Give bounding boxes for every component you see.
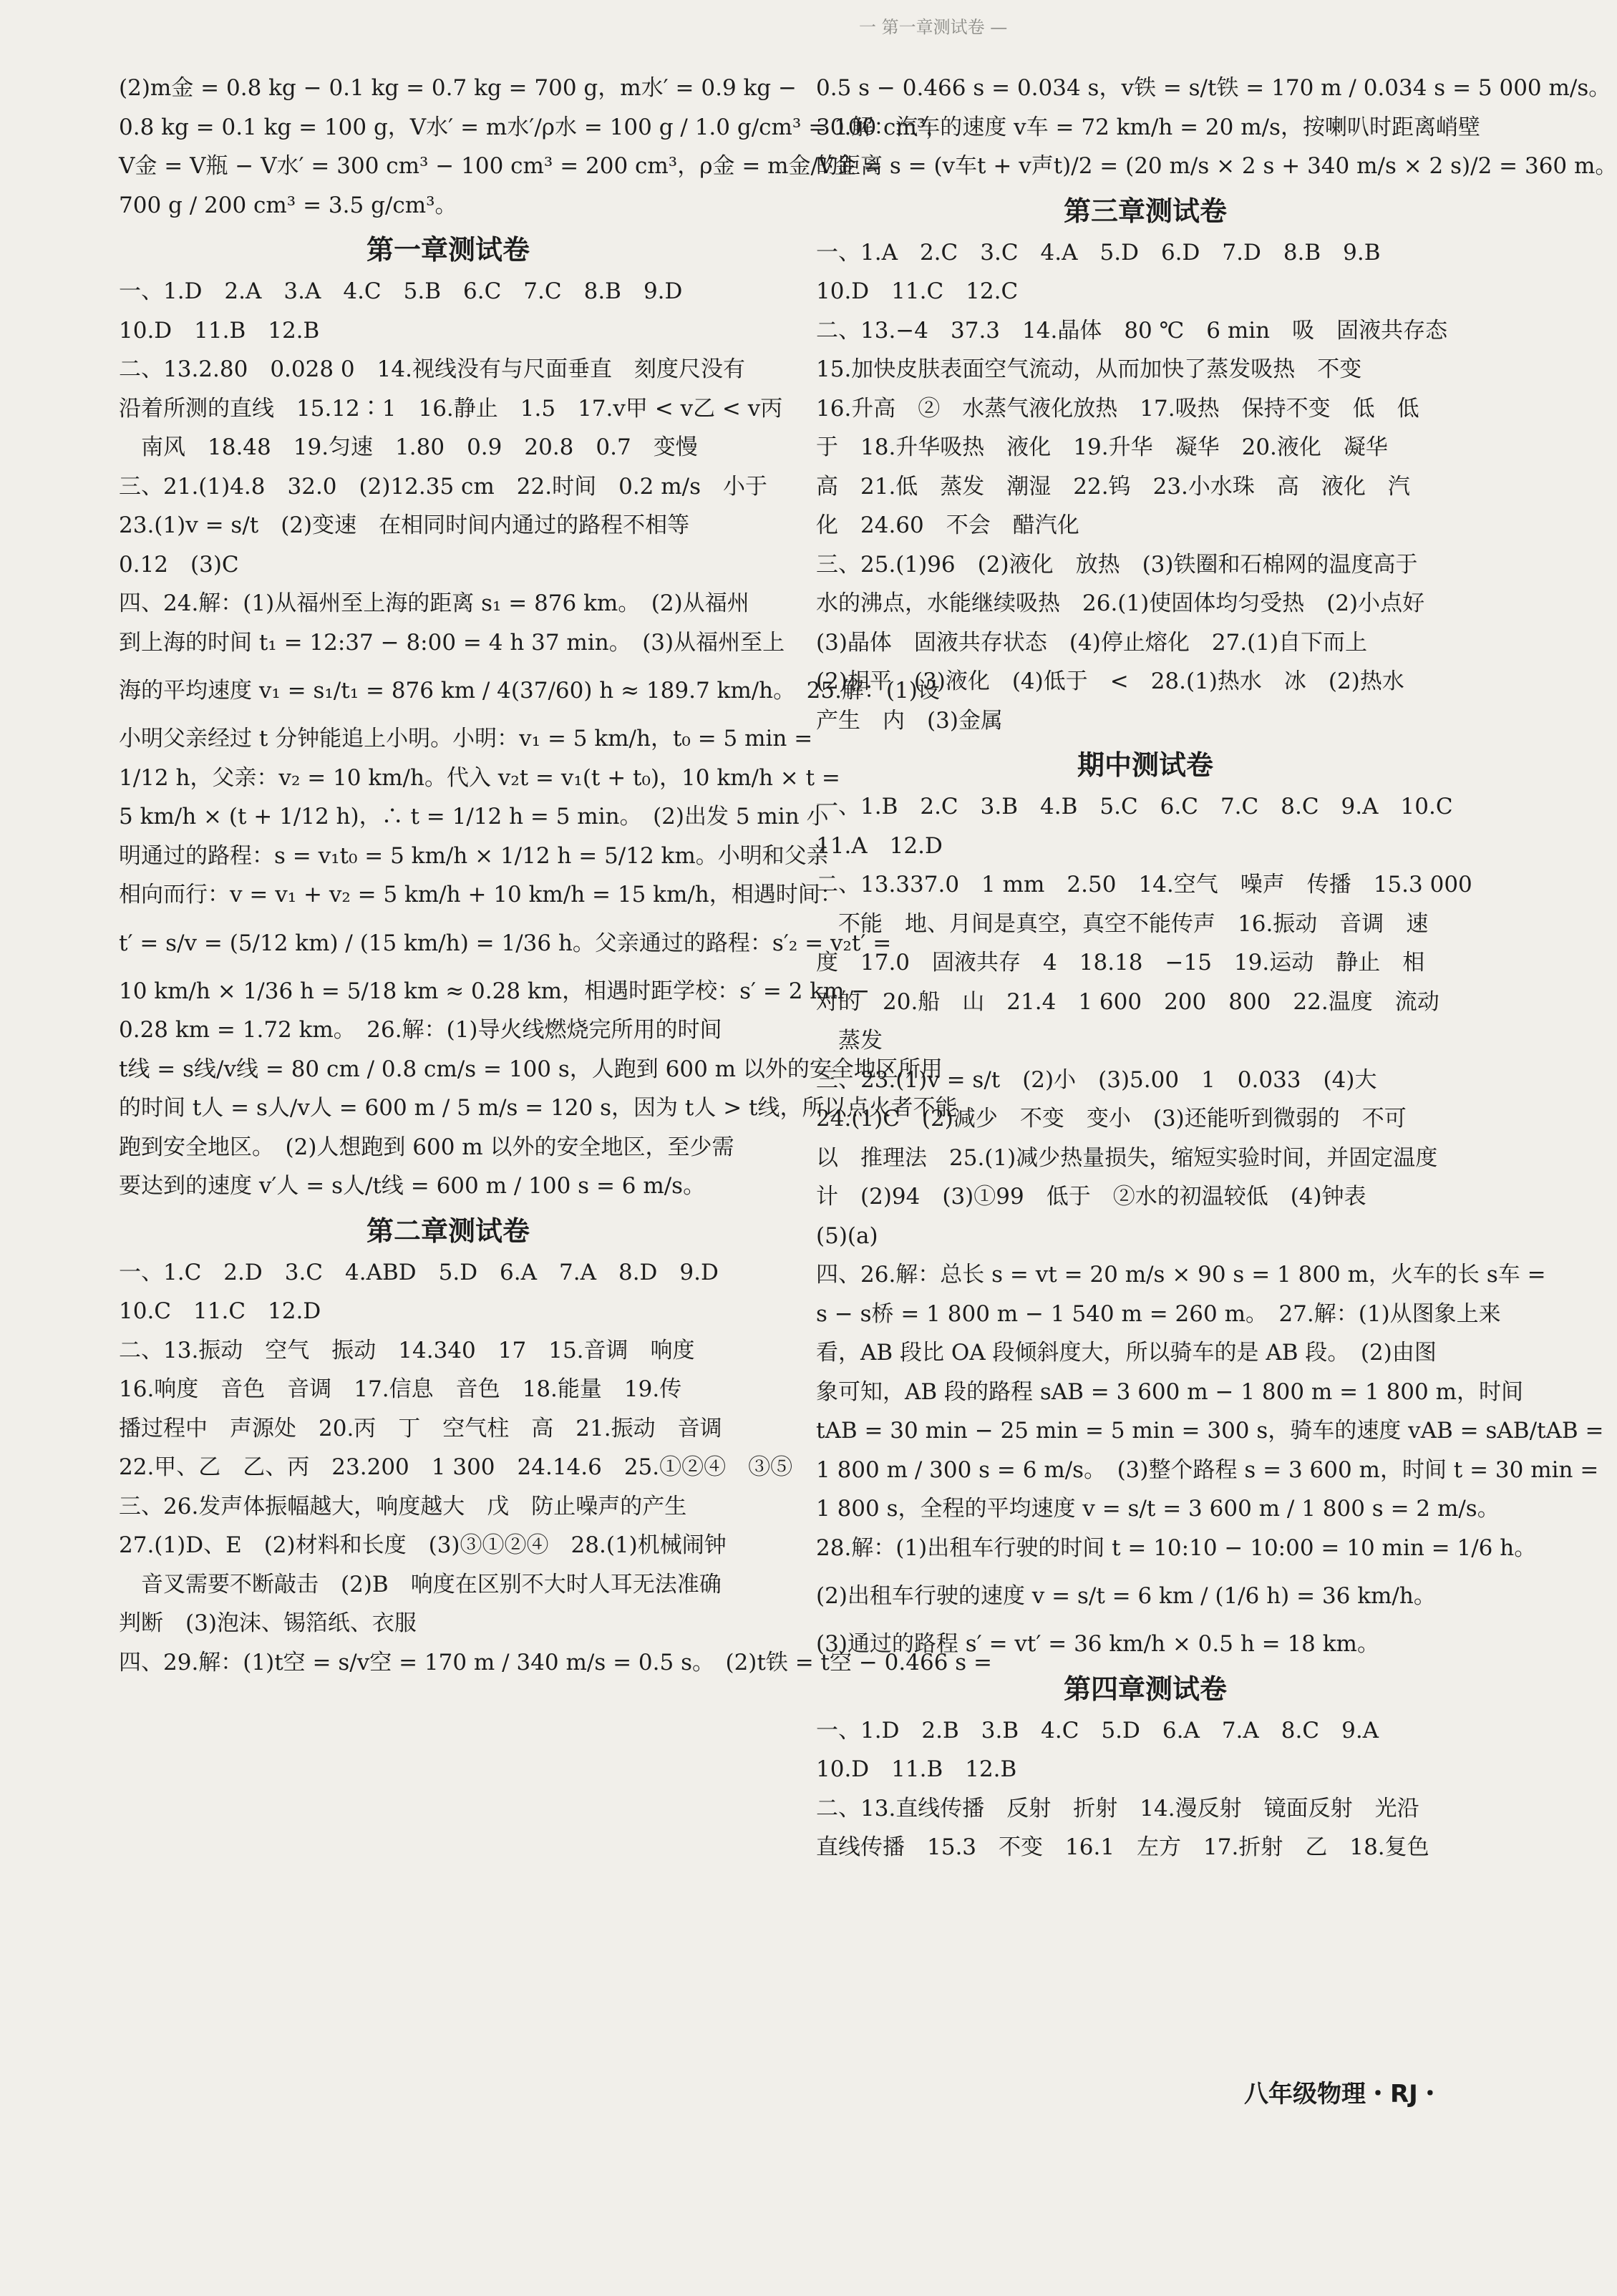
text-line: 二、13.2.80 0.028 0 14.视线没有与尺面垂直 刻度尺没有 (119, 356, 745, 382)
text-line: (2)相平 (3)液化 (4)低于 < 28.(1)热水 冰 (2)热水 (816, 668, 1404, 694)
text-line: (3)通过的路程 s′ = vt′ = 36 km/h × 0.5 h = 18 km。 (816, 1631, 1379, 1657)
text-line: 计 (2)94 (3)①99 低于 ②水的初温较低 (4)钟表 (816, 1184, 1366, 1210)
text-line: 10.D 11.C 12.C (816, 278, 1019, 304)
text-line: tAB = 30 min − 25 min = 5 min = 300 s，骑车的速度 vAB = sAB/tAB = (816, 1418, 1604, 1444)
text-line: 三、21.(1)4.8 32.0 (2)12.35 cm 22.时间 0.2 m/s 小于 (119, 473, 768, 500)
text-line: t线 = s线/v线 = 80 cm / 0.8 cm/s = 100 s，人跑到 600 m 以外的安全地区所用 (119, 1056, 943, 1082)
text-line: 0.12 (3)C (119, 551, 239, 578)
text-line: 产生 内 (3)金属 (816, 707, 1003, 734)
text-line: 度 17.0 固液共存 4 18.18 −15 19.运动 静止 相 (816, 950, 1425, 976)
text-line: 15.加快皮肤表面空气流动，从而加快了蒸发吸热 不变 (816, 356, 1362, 382)
text-line: 24.(1)C (2)减少 不变 变小 (3)还能听到微弱的 不可 (816, 1106, 1407, 1132)
page-header-mark: 一 第一章测试卷 — (859, 17, 1008, 37)
text-line: 象可知，AB 段的路程 sAB = 3 600 m − 1 800 m = 1 800 m，时间 (816, 1378, 1523, 1405)
text-line: 看，AB 段比 OA 段倾斜度大，所以骑车的是 AB 段。 (2)由图 (816, 1340, 1437, 1366)
section-title: 第三章测试卷 (1063, 195, 1227, 227)
text-line: s − s桥 = 1 800 m − 1 540 m = 260 m。 27.解：(1)从图象上来 (816, 1300, 1501, 1327)
text-line: 11.A 12.D (816, 832, 943, 859)
page-footer: 八年级物理・RJ・ (1244, 2080, 1442, 2108)
text-line: t′ = s/v = (5/12 km) / (15 km/h) = 1/36 h。父亲通过的路程：s′₂ = v₂t′ = (119, 930, 892, 956)
text-line: 三、25.(1)96 (2)液化 放热 (3)铁圈和石棉网的温度高于 (816, 551, 1418, 578)
text-line: 海的平均速度 v₁ = s₁/t₁ = 876 km / 4(37/60) h ≈ 189.7 km/h。 25.解：(1)设 (119, 678, 940, 704)
text-line: 沿着所测的直线 15.12∶1 16.静止 1.5 17.v甲 < v乙 < v丙 (119, 395, 783, 422)
text-line: 相向而行：v = v₁ + v₂ = 5 km/h + 10 km/h = 15 km/h，相遇时间： (119, 882, 843, 908)
text-line: 一、1.D 2.A 3.A 4.C 5.B 6.C 7.C 8.B 9.D (119, 278, 683, 304)
text-line: V金 = V瓶 − V水′ = 300 cm³ − 100 cm³ = 200 cm³，ρ金 = m金/V金 = (119, 153, 883, 179)
text-line: 10.D 11.B 12.B (119, 317, 320, 344)
text-line: 22.甲、乙 乙、丙 23.200 1 300 24.14.6 25.①②④ ③⑤ (119, 1454, 793, 1480)
text-line: 三、26.发声体振幅越大，响度越大 戊 防止噪声的产生 (119, 1493, 687, 1519)
text-line: 三、23.(1)v = s/t (2)小 (3)5.00 1 0.033 (4)大 (816, 1066, 1377, 1093)
text-line: 10.C 11.C 12.D (119, 1298, 321, 1324)
section-title: 期中测试卷 (1077, 749, 1213, 781)
text-line: 明通过的路程：s = v₁t₀ = 5 km/h × 1/12 h = 5/12 km。小明和父亲 (119, 842, 829, 869)
text-line: 判断 (3)泡沫、锡箔纸、衣服 (119, 1610, 417, 1636)
text-line: 四、29.解：(1)t空 = s/v空 = 170 m / 340 m/s = 0.5 s。 (2)t铁 = t空 − 0.466 s = (119, 1649, 993, 1675)
section-title: 第二章测试卷 (366, 1215, 530, 1247)
text-line: 于 18.升华吸热 液化 19.升华 凝华 20.液化 凝华 (816, 434, 1388, 460)
text-line: 二、13.337.0 1 mm 2.50 14.空气 噪声 传播 15.3 000 (816, 872, 1472, 898)
text-line: 到上海的时间 t₁ = 12:37 − 8:00 = 4 h 37 min。 (3)从福州至上 (119, 629, 785, 656)
text-line: 5 km/h × (t + 1/12 h)，∴ t = 1/12 h = 5 min。 (2)出发 5 min 小 (119, 804, 829, 830)
text-line: 播过程中 声源处 20.丙 丁 空气柱 高 21.振动 音调 (119, 1415, 722, 1441)
text-line: 一、1.D 2.B 3.B 4.C 5.D 6.A 7.A 8.C 9.A (816, 1717, 1379, 1743)
text-line: 对的 20.船 山 21.4 1 600 200 800 22.温度 流动 (816, 988, 1439, 1015)
text-line: 小明父亲经过 t 分钟能追上小明。小明：v₁ = 5 km/h，t₀ = 5 min = (119, 726, 813, 751)
text-line: 南风 18.48 19.匀速 1.80 0.9 20.8 0.7 变慢 (119, 434, 698, 460)
text-line: 四、24.解：(1)从福州至上海的距离 s₁ = 876 km。 (2)从福州 (119, 590, 749, 616)
text-line: (5)(a) (816, 1222, 878, 1249)
text-line: 的时间 t人 = s人/v人 = 600 m / 5 m/s = 120 s，因为 t人 > t线，所以点火者不能 (119, 1095, 958, 1121)
text-line: 化 24.60 不会 醋汽化 (816, 512, 1079, 538)
right-column (816, 69, 1617, 1867)
text-line: (2)出租车行驶的速度 v = s/t = 6 km / (1/6 h) = 36 km/h。 (816, 1583, 1436, 1609)
text-line: 27.(1)D、E (2)材料和长度 (3)③①②④ 28.(1)机械闹钟 (119, 1532, 727, 1558)
text-line: 0.5 s − 0.466 s = 0.034 s，v铁 = s/t铁 = 170 m / 0.034 s = 5 000 m/s。 (816, 75, 1611, 101)
text-line: 水的沸点，水能继续吸热 26.(1)使固体均匀受热 (2)小点好 (816, 590, 1425, 616)
text-line: 1 800 s，全程的平均速度 v = s/t = 3 600 m / 1 800 s = 2 m/s。 (816, 1496, 1500, 1522)
text-line: (3)晶体 固液共存状态 (4)停止熔化 27.(1)自下而上 (816, 629, 1368, 656)
text-line: 音叉需要不断敲击 (2)B 响度在区别不大时人耳无法准确 (119, 1571, 722, 1597)
text-line: (2)m金 = 0.8 kg − 0.1 kg = 0.7 kg = 700 g，m水′ = 0.9 kg − (119, 75, 797, 101)
text-line: 28.解：(1)出租车行驶的时间 t = 10:10 − 10:00 = 10 min = 1/6 h。 (816, 1534, 1537, 1561)
text-line: 二、13.−4 37.3 14.晶体 80 ℃ 6 min 吸 固液共存态 (816, 317, 1448, 344)
text-line: 直线传播 15.3 不变 16.1 左方 17.折射 乙 18.复色 (816, 1834, 1429, 1860)
text-line: 0.8 kg = 0.1 kg = 100 g，V水′ = m水′/ρ水 = 100 g / 1.0 g/cm³ = 100 cm³， (119, 114, 948, 140)
text-line: 10 km/h × 1/36 h = 5/18 km ≈ 0.28 km，相遇时距学校：s′ = 2 km − (119, 978, 870, 1004)
text-line: 二、13.直线传播 反射 折射 14.漫反射 镜面反射 光沿 (816, 1795, 1419, 1821)
text-line: 30.解：汽车的速度 v车 = 72 km/h = 20 m/s，按喇叭时距离峭壁 (816, 114, 1480, 140)
text-line: 四、26.解：总长 s = vt = 20 m/s × 90 s = 1 800 m，火车的长 s车 = (816, 1262, 1546, 1288)
text-line: 蒸发 (816, 1028, 883, 1054)
text-line: 16.响度 音色 音调 17.信息 音色 18.能量 19.传 (119, 1376, 682, 1402)
text-line: 一、1.B 2.C 3.B 4.B 5.C 6.C 7.C 8.C 9.A 10.C (816, 794, 1453, 819)
section-title: 第一章测试卷 (366, 234, 530, 266)
text-line: 一、1.C 2.D 3.C 4.ABD 5.D 6.A 7.A 8.D 9.D (119, 1259, 719, 1285)
text-line: 的距离 s = (v车t + v声t)/2 = (20 m/s × 2 s + 340 m/s × 2 s)/2 = 360 m。 (816, 153, 1617, 179)
text-line: 以 推理法 25.(1)减少热量损失，缩短实验时间，并固定温度 (816, 1144, 1438, 1171)
text-line: 不能 地、月间是真空，真空不能传声 16.振动 音调 速 (816, 910, 1429, 937)
text-line: 0.28 km = 1.72 km。 26.解：(1)导火线燃烧完所用的时间 (119, 1017, 722, 1043)
text-line: 高 21.低 蒸发 潮湿 22.钨 23.小水珠 高 液化 汽 (816, 473, 1410, 500)
text-line: 23.(1)v = s/t (2)变速 在相同时间内通过的路程不相等 (119, 512, 690, 538)
text-line: 二、13.振动 空气 振动 14.340 17 15.音调 响度 (119, 1337, 695, 1363)
text-line: 16.升高 ② 水蒸气液化放热 17.吸热 保持不变 低 低 (816, 395, 1419, 422)
text-line: 700 g / 200 cm³ = 3.5 g/cm³。 (119, 192, 457, 218)
text-line: 一、1.A 2.C 3.C 4.A 5.D 6.D 7.D 8.B 9.B (816, 239, 1381, 266)
text-line: 10.D 11.B 12.B (816, 1756, 1017, 1782)
text-line: 1/12 h，父亲：v₂ = 10 km/h。代入 v₂t = v₁(t + t₀)，10 km/h × t = (119, 764, 840, 791)
section-title: 第四章测试卷 (1063, 1673, 1227, 1705)
text-line: 1 800 m / 300 s = 6 m/s。 (3)整个路程 s = 3 600 m，时间 t = 30 min = (816, 1456, 1599, 1483)
text-line: 跑到安全地区。 (2)人想跑到 600 m 以外的安全地区，至少需 (119, 1134, 734, 1160)
text-line: 要达到的速度 v′人 = s人/t线 = 600 m / 100 s = 6 m/s。 (119, 1173, 706, 1199)
